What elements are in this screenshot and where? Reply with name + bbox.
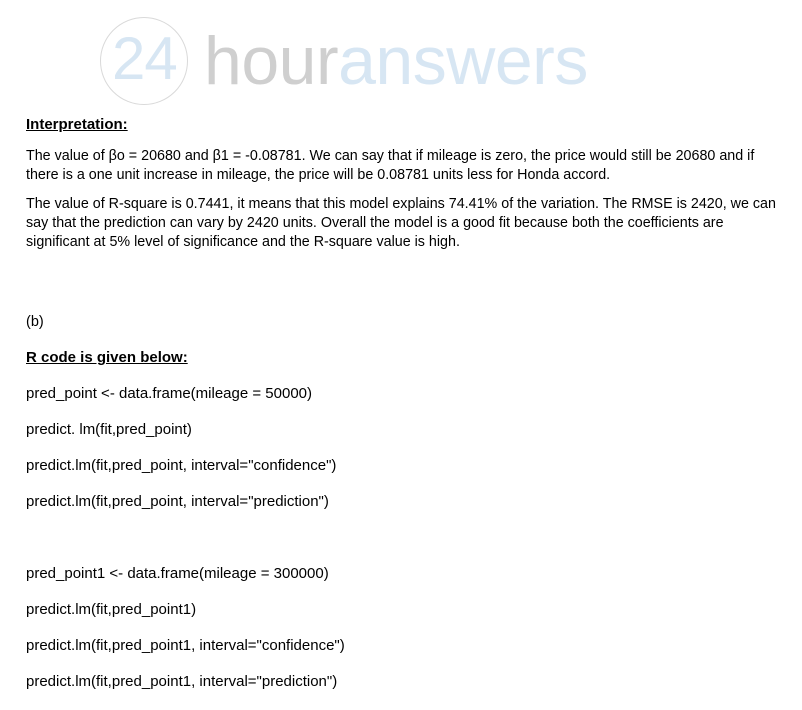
code-line: pred_point <- data.frame(mileage = 50000) bbox=[26, 385, 313, 402]
code-line: predict.lm(fit,pred_point1) bbox=[26, 601, 197, 618]
interpretation-paragraph-2: The value of R-square is 0.7441, it means that this model explains 74.41% of the variation. The RMSE is 2420, we can say that the prediction can vary by 2420 units. Overall the model is a good fit because both the coefficients are significant at 5% level of significance and the R-square value is high. bbox=[26, 196, 776, 250]
code-line: predict.lm(fit,pred_point, interval="prediction") bbox=[26, 493, 329, 510]
code-line: predict. lm(fit,pred_point) bbox=[26, 421, 192, 438]
logo-word-answers: answers bbox=[338, 23, 588, 99]
logo-wordmark bbox=[204, 23, 588, 99]
interpretation-heading: Interpretation: bbox=[26, 116, 128, 133]
code-line: predict.lm(fit,pred_point1, interval="confidence") bbox=[26, 637, 345, 654]
watermark-logo bbox=[100, 17, 670, 111]
code-line: predict.lm(fit,pred_point, interval="confidence") bbox=[26, 457, 337, 474]
code-line: predict.lm(fit,pred_point1, interval="prediction") bbox=[26, 673, 338, 690]
r-code-heading: R code is given below: bbox=[26, 349, 188, 366]
code-line: pred_point1 <- data.frame(mileage = 300000) bbox=[26, 565, 329, 582]
part-b-label: (b) bbox=[26, 314, 44, 330]
interpretation-paragraph-1: The value of βo = 20680 and β1 = -0.08781. We can say that if mileage is zero, the price would still be 20680 and if there is a one unit increase in mileage, the price will be 0.08781 units less for Honda accord. bbox=[26, 148, 755, 183]
interpretation-section bbox=[26, 116, 782, 252]
logo-word-hour: hour bbox=[204, 23, 339, 99]
logo-number: 24 bbox=[112, 25, 177, 92]
